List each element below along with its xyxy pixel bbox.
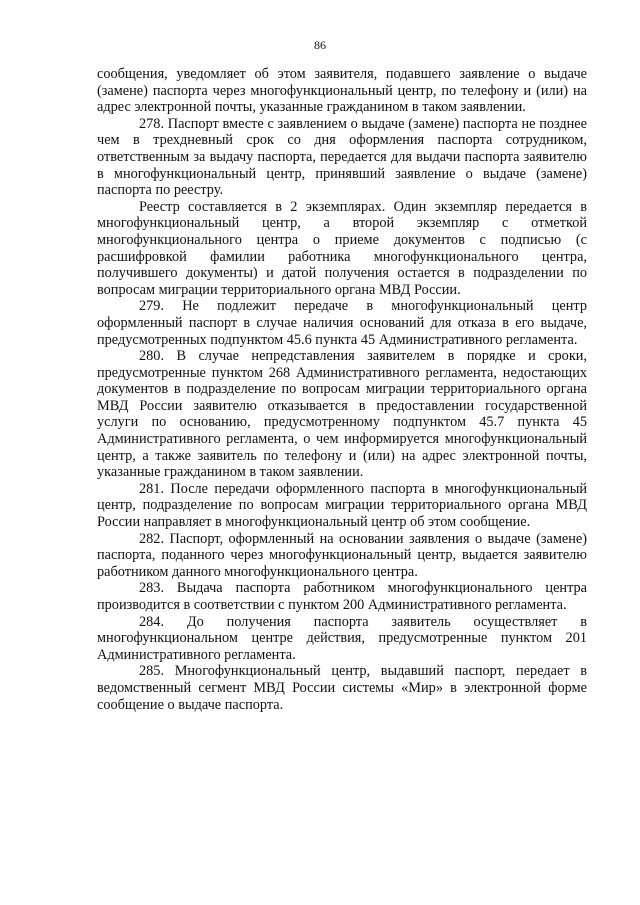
paragraph-continuation: сообщения, уведомляет об этом заявителя, подавшего заявление о выдаче (замене) паспорта через многофункциональный центр, по телефону и (или) на адрес электронной почты, указанные гражданином в таком заявлении. [97,66,587,116]
paragraph-283: 283. Выдача паспорта работником многофункционального центра производится в соответствии с пунктом 200 Административного регламента. [97,580,587,613]
paragraph-278: 278. Паспорт вместе с заявлением о выдаче (замене) паспорта не позднее чем в трехдневный срок со дня оформления паспорта сотрудником, ответственным за выдачу паспорта, передается для выдачи паспорта заявителю в многофункциональный центр, принявший заявление о выдаче (замене) паспорта по реестру. [97,115,587,199]
paragraph-282: 282. Паспорт, оформленный на основании заявления о выдаче (замене) паспорта, поданного через многофункциональный центр, выдается заявителю работником данного многофункционального центра. [97,530,587,580]
page-number: 86 [314,38,326,52]
paragraph-285: 285. Многофункциональный центр, выдавший паспорт, передает в ведомственный сегмент МВД России системы «Мир» в электронной форме сообщение о выдаче паспорта. [97,663,587,713]
paragraph-279: 279. Не подлежит передаче в многофункциональный центр оформленный паспорт в случае наличия оснований для отказа в его выдаче, предусмотренных подпунктом 45.6 пункта 45 Административного регламента. [97,298,587,348]
paragraph-280: 280. В случае непредставления заявителем в порядке и сроки, предусмотренные пунктом 268 Административного регламента, недостающих документов в подразделение по вопросам миграции территориального органа МВД России заявителю отказывается в предоставлении государственной услуги по основанию, предусмотренному подпунктом 45.7 пункта 45 Административного регламента, о чем информируется многофункциональный центр, а также заявитель по телефону и (или) на адрес электронной почты, указанные гражданином в таком заявлении. [97,348,587,481]
paragraph-281: 281. После передачи оформленного паспорта в многофункциональный центр, подразделение по вопросам миграции территориального органа МВД России направляет в многофункциональный центр об этом сообщение. [97,480,587,531]
paragraph-284: 284. До получения паспорта заявитель осуществляет в многофункциональном центре действия, предусмотренные пунктом 201 Административного регламента. [97,613,587,663]
paragraph-registry: Реестр составляется в 2 экземплярах. Один экземпляр передается в многофункциональный центр, а второй экземпляр с отметкой многофункционального центра о приеме документов с подписью (с расшифровкой фамилии работника многофункционального центра, получившего документы) и датой получения остается в подразделении по вопросам миграции территориального органа МВД России. [97,198,587,298]
document-body [97,66,587,713]
